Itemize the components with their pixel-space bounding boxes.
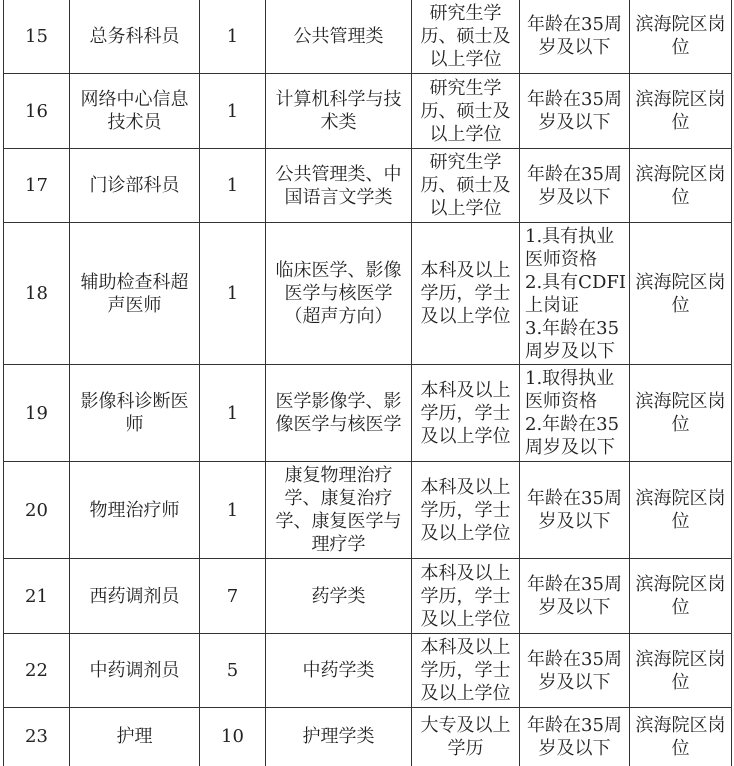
row-number: 21 xyxy=(4,559,70,634)
work-location: 滨海院区岗位 xyxy=(630,149,732,223)
table-row xyxy=(4,462,732,559)
requirement-line: 年龄在35周岁及以下 xyxy=(527,89,622,133)
education-requirement: 大专及以上学历 xyxy=(412,708,520,766)
headcount: 5 xyxy=(200,634,266,708)
table-row xyxy=(4,74,732,149)
requirement-line: 1.取得执业医师资格 xyxy=(525,368,615,412)
other-requirement xyxy=(520,462,630,559)
major-requirement: 中药学类 xyxy=(266,634,412,708)
row-number: 22 xyxy=(4,634,70,708)
work-location: 滨海院区岗位 xyxy=(630,708,732,766)
table-row xyxy=(4,223,732,365)
requirement-line: 年龄在35周岁及以下 xyxy=(527,14,622,58)
education-requirement: 研究生学历、硕士及以上学位 xyxy=(412,0,520,74)
requirement-line: 2.具有CDFI上岗证 xyxy=(525,271,626,316)
row-number: 18 xyxy=(4,223,70,365)
post-name: 辅助检查科超声医师 xyxy=(70,223,200,365)
work-location: 滨海院区岗位 xyxy=(630,365,732,462)
major-requirement: 护理学类 xyxy=(266,708,412,766)
major-requirement: 康复物理治疗学、康复治疗学、康复医学与理疗学 xyxy=(266,462,412,559)
headcount: 1 xyxy=(200,365,266,462)
table-row xyxy=(4,149,732,223)
headcount: 1 xyxy=(200,223,266,365)
other-requirement xyxy=(520,634,630,708)
education-requirement: 研究生学历、硕士及以上学位 xyxy=(412,149,520,223)
post-name: 门诊部科员 xyxy=(70,149,200,223)
row-number: 16 xyxy=(4,74,70,149)
table-row xyxy=(4,708,732,766)
education-requirement: 本科及以上学历，学士及以上学位 xyxy=(412,559,520,634)
other-requirement xyxy=(520,149,630,223)
work-location: 滨海院区岗位 xyxy=(630,559,732,634)
major-requirement: 计算机科学与技术类 xyxy=(266,74,412,149)
other-requirement xyxy=(520,708,630,766)
major-requirement: 药学类 xyxy=(266,559,412,634)
post-name: 网络中心信息技术员 xyxy=(70,74,200,149)
headcount: 1 xyxy=(200,74,266,149)
other-requirement xyxy=(520,74,630,149)
major-requirement: 临床医学、影像医学与核医学（超声方向） xyxy=(266,223,412,365)
post-name: 护理 xyxy=(70,708,200,766)
work-location: 滨海院区岗位 xyxy=(630,223,732,365)
requirement-line: 2.年龄在35周岁及以下 xyxy=(525,414,620,458)
education-requirement: 本科及以上学历，学士及以上学位 xyxy=(412,634,520,708)
row-number: 23 xyxy=(4,708,70,766)
requirement-line: 年龄在35周岁及以下 xyxy=(527,648,622,693)
requirement-line: 年龄在35周岁及以下 xyxy=(527,488,622,532)
work-location: 滨海院区岗位 xyxy=(630,634,732,708)
education-requirement: 本科及以上学历，学士及以上学位 xyxy=(412,462,520,559)
major-requirement: 公共管理类、中国语言文学类 xyxy=(266,149,412,223)
headcount: 1 xyxy=(200,462,266,559)
major-requirement: 公共管理类 xyxy=(266,0,412,74)
requirement-line: 年龄在35周岁及以下 xyxy=(527,574,622,618)
post-name: 影像科诊断医师 xyxy=(70,365,200,462)
education-requirement: 研究生学历、硕士及以上学位 xyxy=(412,74,520,149)
post-name: 西药调剂员 xyxy=(70,559,200,634)
other-requirement xyxy=(520,365,630,462)
requirement-line: 3.年龄在35周岁及以下 xyxy=(525,317,620,362)
work-location: 滨海院区岗位 xyxy=(630,462,732,559)
recruitment-table xyxy=(3,0,732,766)
headcount: 1 xyxy=(200,0,266,74)
education-requirement: 本科及以上学历，学士及以上学位 xyxy=(412,223,520,365)
education-requirement: 本科及以上学历，学士及以上学位 xyxy=(412,365,520,462)
table-row xyxy=(4,634,732,708)
table-body xyxy=(4,0,732,766)
work-location: 滨海院区岗位 xyxy=(630,0,732,74)
requirement-line: 年龄在35周岁及以下 xyxy=(527,714,622,759)
other-requirement xyxy=(520,0,630,74)
table-row xyxy=(4,0,732,74)
table-row xyxy=(4,559,732,634)
major-requirement: 医学影像学、影像医学与核医学 xyxy=(266,365,412,462)
row-number: 15 xyxy=(4,0,70,74)
other-requirement xyxy=(520,223,630,365)
headcount: 10 xyxy=(200,708,266,766)
headcount: 7 xyxy=(200,559,266,634)
other-requirement xyxy=(520,559,630,634)
requirement-line: 1.具有执业医师资格 xyxy=(525,225,615,270)
row-number: 17 xyxy=(4,149,70,223)
headcount: 1 xyxy=(200,149,266,223)
post-name: 总务科科员 xyxy=(70,0,200,74)
row-number: 19 xyxy=(4,365,70,462)
post-name: 中药调剂员 xyxy=(70,634,200,708)
post-name: 物理治疗师 xyxy=(70,462,200,559)
row-number: 20 xyxy=(4,462,70,559)
requirement-line: 年龄在35周岁及以下 xyxy=(527,163,622,208)
work-location: 滨海院区岗位 xyxy=(630,74,732,149)
table-row xyxy=(4,365,732,462)
